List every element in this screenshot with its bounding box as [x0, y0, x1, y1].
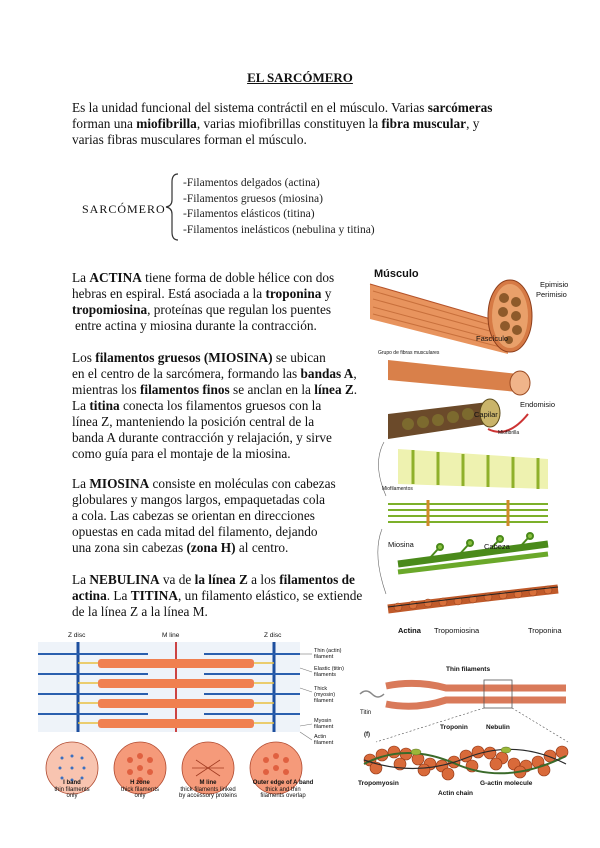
- label-miofilamentos: Miofilamentos: [382, 486, 413, 492]
- label-tropomiosina: Tropomiosina: [434, 626, 480, 635]
- label-endomisio: Endomisio: [520, 400, 556, 409]
- label-elastic: Elastic (titin) filaments: [314, 666, 344, 678]
- label-actina: Actina: [398, 626, 421, 635]
- label-thick: Thick (myosin) filament: [314, 686, 336, 704]
- sarcomero-label: SARCÓMERO: [82, 202, 166, 216]
- myosin-filament: [398, 533, 548, 572]
- filament-bundle: [360, 680, 568, 742]
- muscle-illustration: [368, 264, 574, 636]
- fascicle: [388, 360, 530, 439]
- myofilaments: [388, 500, 548, 526]
- label-cabeza: Cabeza: [484, 542, 510, 551]
- thin-filament-figure: [356, 660, 578, 800]
- list-item: -Filamentos elásticos (titina): [183, 208, 315, 220]
- sarcomere-figure: [38, 632, 356, 804]
- label-nebulin: Nebulin: [486, 724, 510, 731]
- list-item: -Filamentos gruesos (miosina): [183, 192, 323, 205]
- brace-icon: [164, 172, 182, 242]
- label-actin-chain: Actin chain: [438, 790, 474, 797]
- caption-i-band: I band thin filaments only: [54, 780, 90, 799]
- label-tropomyosin: Tropomyosin: [358, 780, 399, 787]
- label-thin-filaments: Thin filaments: [446, 666, 491, 673]
- label-musculo: Músculo: [374, 268, 419, 280]
- sarcomero-list: [183, 176, 375, 238]
- label-f: (f): [364, 732, 370, 738]
- label-zdisc-right: Z disc: [264, 632, 282, 639]
- actin-filament: [388, 586, 558, 611]
- caption-m-line: M line thick filaments linked by accessory proteins: [178, 780, 238, 799]
- intro-paragraph: Es la unidad funcional del sistema contráctil en el músculo. Varias sarcómeras forman una miofibrilla, varias miofibrillas constituyen la fibra muscular, y varias fibras musculares forman el músculo.: [72, 100, 493, 147]
- label-mline: M line: [162, 632, 180, 639]
- nebulina-paragraph: La NEBULINA va de la línea Z a los filamentos de actina. La TITINA, un filamento elástico, se extiende de la línea Z a la línea M.: [72, 572, 363, 619]
- label-actin: Actin filament: [314, 734, 334, 746]
- actin-chain: [364, 746, 568, 780]
- miosina-paragraph: La MIOSINA consiste en moléculas con cabezas globulares y mangos largos, empaquetadas cola a cola. Las cabezas se orientan en direcciones opuestas en cada mitad del filamento, dejando una zona sin cabezas (zona H) al centro.: [72, 476, 336, 555]
- muscle-figure: [368, 264, 574, 636]
- caption-h-zone: H zone thick filaments only: [120, 780, 159, 799]
- label-miofibrilla: Miofibrilla: [498, 430, 520, 436]
- label-titin: Titin: [360, 710, 372, 716]
- list-item: -Filamentos delgados (actina): [183, 177, 320, 189]
- label-thin: Thin (actin) filament: [314, 648, 342, 660]
- label-grupo: Grupo de fibras musculares: [378, 350, 440, 356]
- label-troponina: Troponina: [528, 626, 562, 635]
- label-myosin: Myosin filament: [314, 718, 334, 730]
- label-zdisc-left: Z disc: [68, 632, 86, 639]
- label-epimisio: Epimisio: [540, 280, 569, 289]
- myofibril: [398, 449, 548, 489]
- label-troponin: Troponin: [440, 724, 468, 731]
- list-item: -Filamentos inelásticos (nebulina y titina): [183, 223, 375, 236]
- label-gactin: G-actin molecule: [480, 780, 533, 787]
- caption-a-band: Outer edge of A band thick and thin filaments overlap: [252, 780, 314, 799]
- actina-paragraph: La ACTINA tiene forma de doble hélice con dos hebras en espiral. Está asociada a la troponina y tropomiosina, proteínas que regulan los puentes entre actina y miosina durante la contracción.: [72, 270, 335, 333]
- gruesos-paragraph: Los filamentos gruesos (MIOSINA) se ubican en el centro de la sarcómera, formando las bandas A, mientras los filamentos finos se anclan en la línea Z. La titina conecta los filamentos gruesos con la línea Z, manteniendo la posición central de la banda A durante contracción y relajación, y sirve como guía para el montaje de la miosina.: [72, 350, 358, 461]
- label-capilar: Capilar: [474, 410, 498, 419]
- label-perimisio: Perimisio: [536, 290, 567, 299]
- page-title: EL SARCÓMERO: [247, 70, 353, 85]
- label-miosina: Miosina: [388, 540, 414, 549]
- sarcomere-illustration: [38, 632, 356, 804]
- label-fasciculo: Fascículo: [476, 334, 509, 343]
